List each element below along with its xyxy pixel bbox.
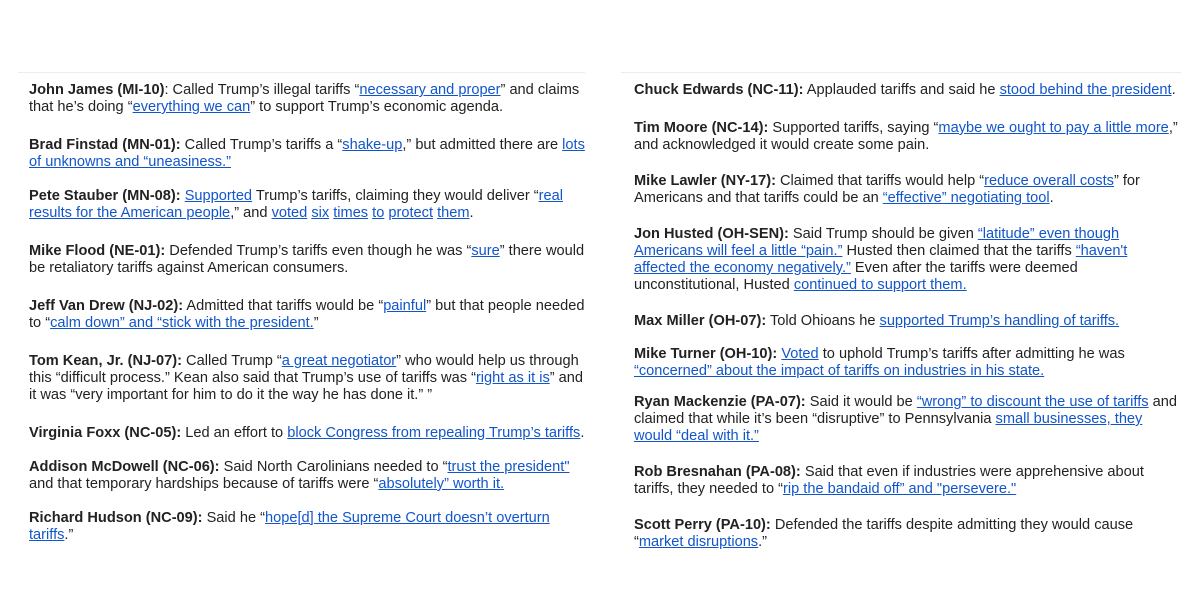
source-link[interactable]: them bbox=[437, 205, 470, 221]
source-link[interactable]: right as it is bbox=[475, 370, 550, 386]
source-link[interactable]: everything we can bbox=[132, 99, 251, 115]
entry-text: . bbox=[1171, 82, 1176, 98]
source-link[interactable]: continued to support them. bbox=[793, 277, 967, 293]
entry-text: to uphold Trump’s tariffs after admitting he was bbox=[818, 346, 1125, 362]
source-link[interactable]: “latitude” even though Americans will feel a little “pain.” bbox=[634, 226, 1120, 259]
entry-text: and claimed that while it’s been “disruptive” to Pennsylvania bbox=[634, 394, 1177, 427]
entry-max-miller bbox=[634, 313, 1181, 330]
entry-text: Defended the tariffs despite admitting they would cause “ bbox=[634, 517, 1134, 550]
representative-name: Mike Lawler (NY-17): bbox=[634, 173, 776, 189]
entry-text: Told Ohioans he bbox=[766, 313, 880, 329]
entry-text: ” but that people needed to “ bbox=[29, 298, 585, 331]
entry-text: Called Trump “ bbox=[182, 353, 282, 369]
representative-name: Chuck Edwards (NC-11): bbox=[634, 82, 804, 98]
representative-name: Richard Hudson (NC-09): bbox=[29, 510, 203, 526]
entry-text: Claimed that tariffs would help “ bbox=[775, 173, 985, 189]
entry-text: ” and it was “very important for him to do it the way he has done it.” ” bbox=[29, 370, 584, 403]
entry-text: ,” but admitted there are bbox=[402, 137, 563, 153]
entry-text: Said Trump should be given bbox=[788, 226, 978, 242]
entry-mike-turner bbox=[634, 346, 1181, 380]
representative-name: Mike Flood (NE-01): bbox=[29, 243, 166, 259]
entry-brad-finstad bbox=[29, 137, 585, 171]
source-link[interactable]: Voted bbox=[781, 346, 819, 362]
source-link[interactable]: small businesses, they would “deal with it.” bbox=[634, 411, 1143, 444]
representative-name: Virginia Foxx (NC-05): bbox=[29, 425, 182, 441]
entry-text: Defended Trump’s tariffs even though he was “ bbox=[165, 243, 472, 259]
source-link[interactable]: “effective” negotiating tool bbox=[882, 190, 1050, 206]
entry-text: Admitted that tariffs would be “ bbox=[183, 298, 384, 314]
source-link[interactable]: absolutely” worth it. bbox=[378, 476, 505, 492]
entry-text: Said North Carolinians needed to “ bbox=[219, 459, 448, 475]
entry-chuck-edwards bbox=[634, 82, 1181, 99]
representative-name: Jeff Van Drew (NJ-02): bbox=[29, 298, 184, 314]
representative-name: Jon Husted (OH-SEN): bbox=[634, 226, 789, 242]
right-column bbox=[621, 72, 1181, 550]
source-link[interactable]: painful bbox=[383, 298, 427, 314]
entry-text: Even after the tariffs were deemed unconstitutional, Husted bbox=[634, 260, 1078, 293]
entry-tim-moore bbox=[634, 120, 1181, 154]
entry-text: . bbox=[469, 205, 474, 221]
entry-text: Husted then claimed that the tariffs bbox=[842, 243, 1076, 259]
entry-text: Said that even if industries were apprehensive about tariffs, they needed to “ bbox=[634, 464, 1144, 497]
source-link[interactable]: calm down” and “stick with the president. bbox=[50, 315, 314, 331]
source-link[interactable]: six bbox=[311, 205, 330, 221]
source-link[interactable]: stood behind the president bbox=[999, 82, 1172, 98]
entry-text: . bbox=[580, 425, 585, 441]
entry-text: . bbox=[1049, 190, 1054, 206]
entry-text: Applauded tariffs and said he bbox=[803, 82, 1000, 98]
source-link[interactable]: protect bbox=[388, 205, 434, 221]
entry-text: ” who would help us through this “difficult process.” Kean also said that Trump’s use of tariffs was “ bbox=[29, 353, 579, 386]
entry-text: ” there would be retaliatory tariffs against American consumers. bbox=[29, 243, 585, 276]
entry-text: Said he “ bbox=[202, 510, 265, 526]
entry-addison-mcdowell bbox=[29, 459, 585, 493]
source-link[interactable]: supported Trump’s handling of tariffs. bbox=[879, 313, 1120, 329]
entry-jeff-van-drew bbox=[29, 298, 585, 332]
entry-text: Supported tariffs, saying “ bbox=[768, 120, 939, 136]
entry-richard-hudson bbox=[29, 510, 585, 544]
entry-mike-flood bbox=[29, 243, 585, 277]
entry-text: ” and claims that he’s doing “ bbox=[29, 82, 580, 115]
source-link[interactable]: a great negotiator bbox=[281, 353, 397, 369]
source-link[interactable]: hope[d] the Supreme Court doesn’t overturn tariffs bbox=[29, 510, 550, 543]
entry-text: Led an effort to bbox=[181, 425, 288, 441]
representative-name: Tim Moore (NC-14): bbox=[634, 120, 769, 136]
representative-name: Brad Finstad (MN-01): bbox=[29, 137, 181, 153]
source-link[interactable]: voted bbox=[271, 205, 308, 221]
entry-virginia-foxx bbox=[29, 425, 585, 442]
source-link[interactable]: “concerned” about the impact of tariffs on industries in his state. bbox=[634, 363, 1045, 379]
entry-john-james bbox=[29, 82, 585, 116]
source-link[interactable]: times bbox=[333, 205, 369, 221]
entry-text: .” bbox=[64, 527, 74, 543]
entry-text: and that temporary hardships because of tariffs were “ bbox=[29, 476, 379, 492]
source-link[interactable]: “haven't affected the economy negatively.” bbox=[634, 243, 1128, 276]
representative-name: Mike Turner (OH-10): bbox=[634, 346, 778, 362]
representative-name: Ryan Mackenzie (PA-07): bbox=[634, 394, 806, 410]
representative-name: Rob Bresnahan (PA-08): bbox=[634, 464, 801, 480]
representative-name: Tom Kean, Jr. (NJ-07): bbox=[29, 353, 182, 369]
left-column bbox=[18, 72, 585, 543]
entry-text: ” bbox=[313, 315, 319, 331]
entry-text: ” for Americans and that tariffs could be an bbox=[634, 173, 1140, 206]
source-link[interactable]: sure bbox=[471, 243, 500, 259]
representative-name: Scott Perry (PA-10): bbox=[634, 517, 771, 533]
source-link[interactable]: to bbox=[372, 205, 385, 221]
entry-text: ,” and bbox=[230, 205, 272, 221]
entry-text: .” bbox=[758, 534, 768, 550]
source-link[interactable]: shake-up bbox=[342, 137, 403, 153]
entry-scott-perry bbox=[634, 517, 1181, 551]
entry-pete-stauber bbox=[29, 188, 585, 222]
entry-jon-husted bbox=[634, 226, 1181, 294]
entry-text: Said it would be bbox=[805, 394, 917, 410]
representative-name: Pete Stauber (MN-08): bbox=[29, 188, 181, 204]
entry-mike-lawler bbox=[634, 173, 1181, 207]
entry-tom-kean-jr bbox=[29, 353, 585, 404]
entry-text: : Called Trump’s illegal tariffs “ bbox=[164, 82, 360, 98]
source-link[interactable]: maybe we ought to pay a little more bbox=[938, 120, 1169, 136]
source-link[interactable]: “wrong” to discount the use of tariffs bbox=[916, 394, 1149, 410]
entry-rob-bresnahan bbox=[634, 464, 1181, 498]
source-link[interactable]: Supported bbox=[184, 188, 253, 204]
source-link[interactable]: market disruptions bbox=[638, 534, 759, 550]
entry-text: ” to support Trump’s economic agenda. bbox=[250, 99, 504, 115]
representative-name: Addison McDowell (NC-06): bbox=[29, 459, 220, 475]
entry-text: ,” and acknowledged it would create some pain. bbox=[634, 120, 1178, 153]
entry-text: Called Trump’s tariffs a “ bbox=[180, 137, 343, 153]
entry-text: Trump’s tariffs, claiming they would deliver “ bbox=[252, 188, 539, 204]
source-link[interactable]: reduce overall costs bbox=[984, 173, 1114, 189]
source-link[interactable]: block Congress from repealing Trump’s tariffs bbox=[287, 425, 581, 441]
representative-name: John James (MI-10) bbox=[29, 82, 165, 98]
source-link[interactable]: lots of unknowns and “uneasiness.” bbox=[29, 137, 585, 170]
source-link[interactable]: necessary and proper bbox=[359, 82, 501, 98]
representative-name: Max Miller (OH-07): bbox=[634, 313, 767, 329]
source-link[interactable]: trust the president" bbox=[447, 459, 570, 475]
source-link[interactable]: real results for the American people bbox=[29, 188, 563, 221]
entry-ryan-mackenzie bbox=[634, 394, 1181, 445]
source-link[interactable]: rip the bandaid off” and "persevere." bbox=[783, 481, 1017, 497]
